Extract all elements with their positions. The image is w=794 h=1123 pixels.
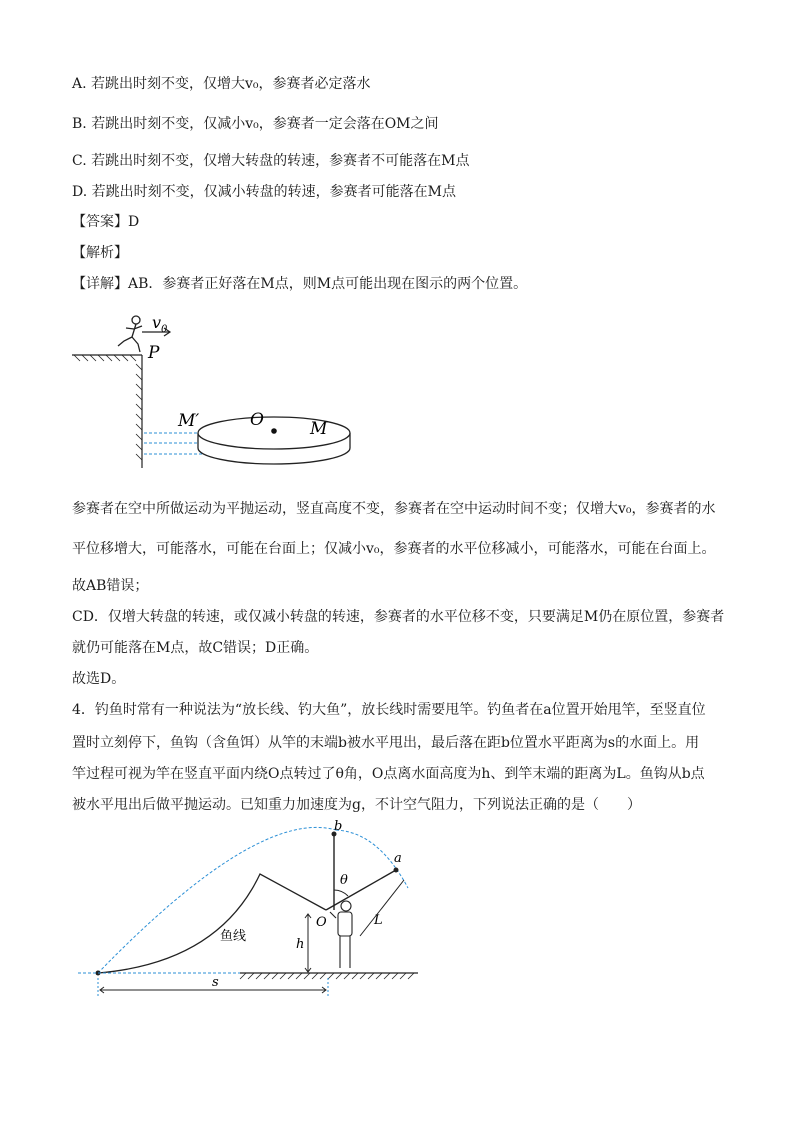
center-point	[271, 428, 277, 434]
detail-line: 【详解】AB．参赛者正好落在M点，则M点可能出现在图示的两个位置。	[72, 276, 528, 292]
explanation-line-1: 参赛者在空中所做运动为平抛运动，竖直高度不变，参赛者在空中运动时间不变；仅增大v₀，参赛者的水	[72, 501, 716, 517]
question-4-line-1: 4．钓鱼时常有一种说法为“放长线、钓大鱼”，放长线时需要甩竿。钓鱼者在a位置开始甩竿，至竖直位	[72, 702, 706, 718]
point-m-label: M	[310, 419, 328, 439]
label-b: b	[334, 819, 343, 834]
label-L: L	[374, 913, 383, 928]
point-p-label: P	[148, 343, 160, 363]
explanation-line-3: 故AB错误；	[72, 578, 149, 594]
label-theta: θ	[340, 873, 348, 888]
theta-arc	[334, 890, 348, 896]
explanation-line-2: 平位移增大，可能落水，可能在台面上；仅减小v₀，参赛者的水平位移减小，可能落水，可能在台面上。	[72, 541, 716, 557]
question-4-line-3: 竿过程可视为竿在竖直平面内绕O点转过了θ角，O点离水面高度为h、到竿末端的距离为L。鱼钩从b点	[72, 766, 705, 782]
question-4-line-2: 置时立刻停下，鱼钩（含鱼饵）从竿的末端b被水平甩出，最后落在距b位置水平距离为s的水面上。用	[72, 735, 700, 751]
explanation-line-6: 故选D。	[72, 671, 126, 687]
label-a: a	[394, 851, 402, 866]
option-c: C. 若跳出时刻不变，仅增大转盘的转速，参赛者不可能落在M点	[72, 153, 470, 169]
figure-turntable	[68, 308, 358, 476]
explanation-line-5: 就仍可能落在M点，故C错误；D正确。	[72, 640, 319, 656]
figure-fishing	[68, 818, 428, 998]
label-h: h	[296, 937, 305, 952]
analysis-label: 【解析】	[72, 245, 128, 261]
label-o: O	[316, 915, 327, 930]
label-fishing-line: 鱼线	[220, 929, 247, 944]
answer-line: 【答案】D	[72, 214, 140, 230]
point-mprime-label: M′	[178, 411, 200, 431]
question-4-line-4: 被水平甩出后做平抛运动。已知重力加速度为g，不计空气阻力，下列说法正确的是（ ）	[72, 797, 641, 813]
ground-hatching	[240, 973, 414, 979]
option-a: A. 若跳出时刻不变，仅增大v₀，参赛者必定落水	[72, 76, 371, 92]
fishing-line	[98, 874, 326, 973]
cliff	[72, 355, 142, 468]
option-b: B. 若跳出时刻不变，仅减小v₀，参赛者一定会落在OM之间	[72, 116, 439, 132]
runner-icon	[118, 316, 142, 352]
v0-label: $v_0$	[152, 313, 168, 335]
point-o-label: O	[250, 410, 264, 430]
label-s: s	[212, 975, 219, 990]
angler-icon	[330, 901, 352, 968]
option-d: D. 若跳出时刻不变，仅减小转盘的转速，参赛者可能落在M点	[72, 184, 456, 200]
point-a	[394, 868, 399, 873]
explanation-line-4: CD．仅增大转盘的转速，或仅减小转盘的转速，参赛者的水平位移不变，只要满足M仍在原位置，参赛者	[72, 609, 725, 625]
